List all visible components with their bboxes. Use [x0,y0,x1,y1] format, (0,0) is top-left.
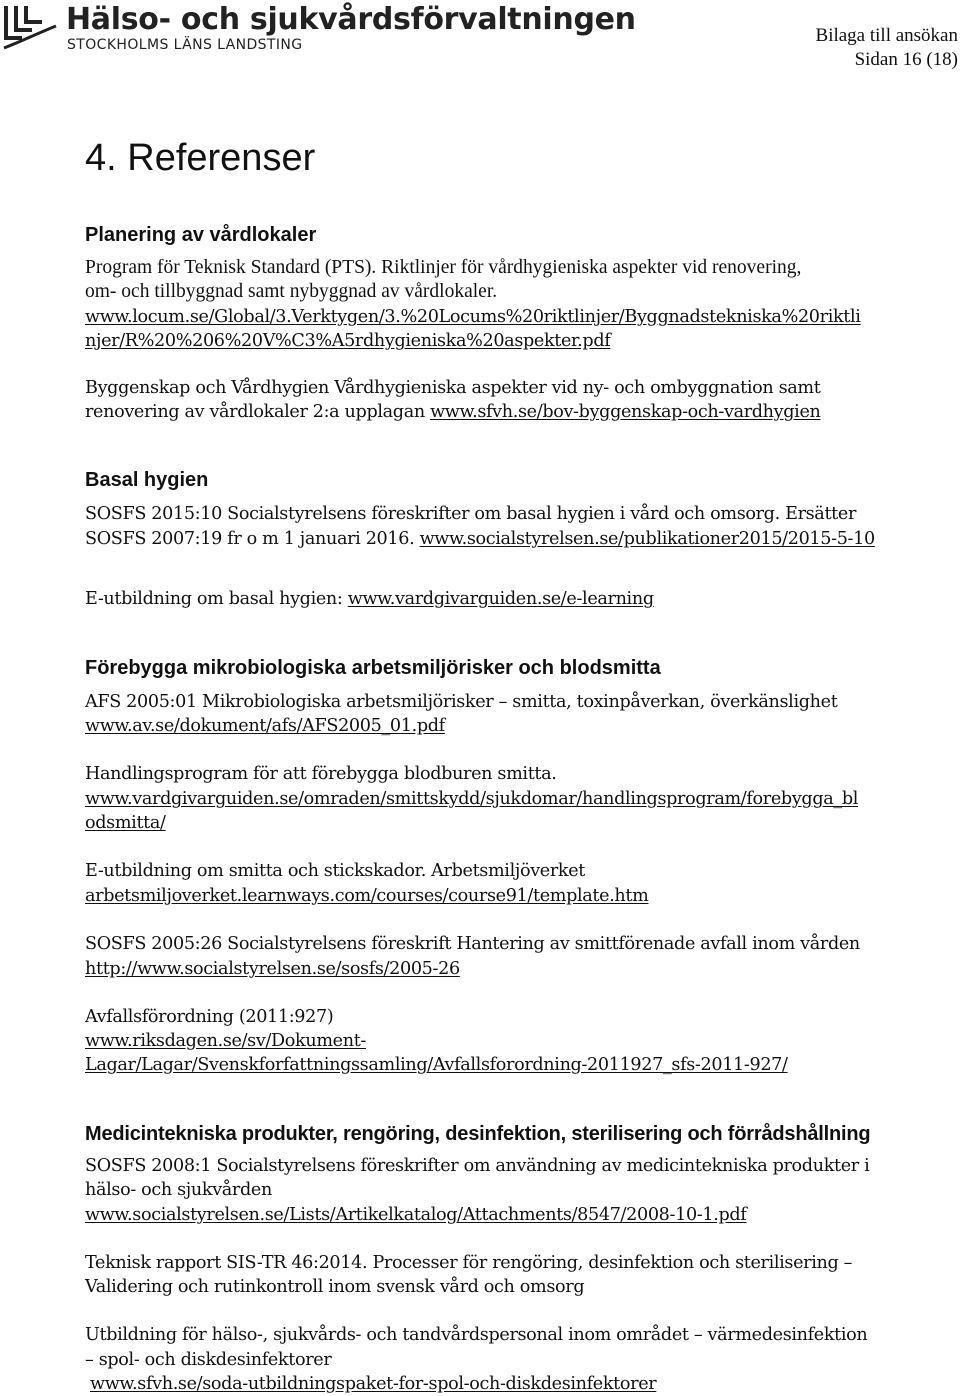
text-line: SOSFS 2005:26 Socialstyrelsens föreskrift Hantering av smittförenade avfall inom vården [85,934,860,954]
link-handlingsprogram-cont[interactable]: odsmitta/ [85,813,166,833]
heading-medicintekniska: Medicintekniska produkter, rengöring, desinfektion, sterilisering och förrådshållning [85,1123,871,1145]
link-sosfs-2005-26[interactable]: http://www.socialstyrelsen.se/sosfs/2005-26 [85,959,460,979]
link-riksdagen[interactable]: www.riksdagen.se/sv/Dokument- [85,1031,367,1051]
page-title: 4. Referenser [85,137,316,179]
text-line: Utbildning för hälso-, sjukvårds- och tandvårdspersonal inom området – värmedesinfektion [85,1325,868,1345]
link-artikelkatalog[interactable]: www.socialstyrelsen.se/Lists/Artikelkatalog/Attachments/8547/2008-10-1.pdf [85,1205,747,1225]
text-line: Byggenskap och Vårdhygien Vårdhygieniska aspekter vid ny- och ombyggnation samt [85,378,821,398]
text-line: E-utbildning om smitta och stickskador. Arbetsmiljöverket [85,861,586,881]
link-sfvh-bov[interactable]: www.sfvh.se/bov-byggenskap-och-vardhygien [430,402,821,422]
link-av-afs[interactable]: www.av.se/dokument/afs/AFS2005_01.pdf [85,716,445,736]
link-sfvh-soda[interactable]: www.sfvh.se/soda-utbildningspaket-for-spol-och-diskdesinfektorer [90,1374,657,1394]
text-line: Program för Teknisk Standard (PTS). Riktlinjer för vårdhygieniska aspekter vid renovering, [85,257,802,278]
text-line: om- och tillbyggnad samt nybyggnad av vårdlokaler. [85,281,498,302]
text-span: SOSFS 2007:19 fr o m 1 januari 2016. [85,529,420,549]
heading-basal-hygien: Basal hygien [85,469,209,491]
text-line: – spol- och diskdesinfektorer [85,1350,332,1370]
text-line [85,400,821,424]
heading-forebygga: Förebygga mikrobiologiska arbetsmiljörisker och blodsmitta [85,657,661,679]
heading-planering: Planering av vårdlokaler [85,224,317,246]
link-socialstyrelsen-publ[interactable]: www.socialstyrelsen.se/publikationer2015/2015-5-10 [419,529,875,549]
text-line: SOSFS 2015:10 Socialstyrelsens föreskrifter om basal hygien i vård och omsorg. Ersätter [85,504,857,524]
text-line: hälso- och sjukvården [85,1180,272,1200]
link-learnways[interactable]: arbetsmiljoverket.learnways.com/courses/course91/template.htm [85,886,649,906]
text-line [85,527,875,551]
text-line: Validering och rutinkontroll inom svensk vård och omsorg [85,1277,585,1297]
landsting-logo-icon [2,4,60,50]
link-vardgivarguiden-elearning[interactable]: www.vardgivarguiden.se/e-learning [347,589,654,609]
link-locum[interactable]: www.locum.se/Global/3.Verktygen/3.%20Locums%20riktlinjer/Byggnadstekniska%20riktli [85,307,861,327]
org-name: Hälso- och sjukvårdsförvaltningen [66,2,636,37]
link-locum-cont[interactable]: njer/R%20%206%20V%C3%A5rdhygieniska%20aspekter.pdf [85,331,611,351]
text-span: renovering av vårdlokaler 2:a upplagan [85,402,431,422]
text-line: Teknisk rapport SIS-TR 46:2014. Processer för rengöring, desinfektion och sterilisering – [85,1253,853,1273]
doc-label: Bilaga till ansökan [815,25,958,46]
text-line: AFS 2005:01 Mikrobiologiska arbetsmiljörisker – smitta, toxinpåverkan, överkänslighet [85,692,838,712]
link-riksdagen-cont[interactable]: Lagar/Lagar/Svenskforfattningssamling/Avfallsforordning-2011927_sfs-2011-927/ [85,1055,788,1075]
text-line [85,587,654,611]
text-line: Avfallsförordning (2011:927) [85,1007,334,1027]
text-line: Handlingsprogram för att förebygga blodburen smitta. [85,764,557,784]
text-line: SOSFS 2008:1 Socialstyrelsens föreskrifter om användning av medicintekniska produkter i [85,1156,870,1176]
page-number: Sidan 16 (18) [854,49,958,70]
link-handlingsprogram[interactable]: www.vardgivarguiden.se/omraden/smittskydd/sjukdomar/handlingsprogram/forebygga_bl [85,789,859,809]
text-span: E-utbildning om basal hygien: [85,589,348,609]
org-subtitle: STOCKHOLMS LÄNS LANDSTING [67,37,303,53]
